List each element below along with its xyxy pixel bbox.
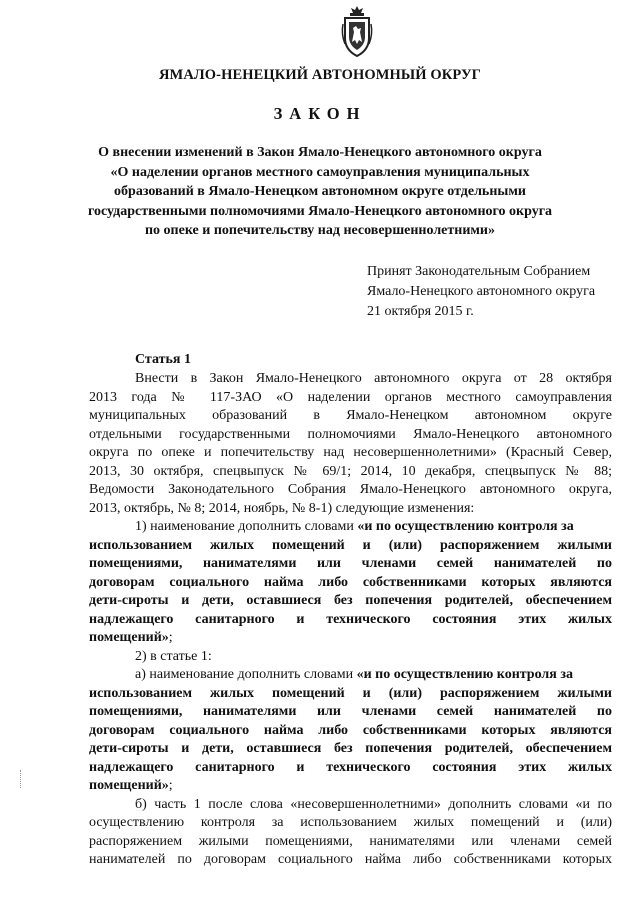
amendment-text: «и по осуществлению контроля за [357, 519, 574, 534]
amendment-line: надлежащего санитарного и технического состояния этих жилых [89, 611, 612, 627]
body-line: нанимателей по договорам социального найма либо собственниками которых [89, 852, 612, 867]
body-line: 2013, октябрь, № 8; 2014, ноябрь, № 8-1) следующие изменения: [89, 500, 475, 516]
adoption-line: Принят Законодательным Собранием [367, 264, 591, 279]
list-item-1 [89, 518, 612, 537]
article-heading: Статья 1 [135, 352, 191, 367]
amendment-line: помещениями, нанимателями или членами семей нанимателей по [89, 704, 612, 719]
body-line: отдельными государственными полномочиями Ямало-Ненецкого автономного [89, 426, 612, 442]
body-line: 2013 года № 117-ЗАО «О наделении органов местного самоуправления [89, 389, 612, 405]
amendment-line: договорам социального найма либо собственниками которых являются [89, 722, 612, 738]
amendment-text: помещений» [89, 630, 169, 645]
item-lead-text: а) наименование дополнить словами [135, 667, 357, 682]
item-lead-text: 1) наименование дополнить словами [135, 519, 358, 534]
adoption-date: 21 октября 2015 г. [367, 304, 474, 319]
sub-item-b: б) часть 1 после слова «несовершеннолетними» дополнить словами «и по [135, 796, 612, 812]
body-line: осуществлению контроля за использованием жилых помещений и (или) [89, 815, 612, 830]
law-title [70, 143, 570, 241]
amendment-line-end [89, 629, 612, 648]
amendment-line: дети-сироты и дети, оставшиеся без попечения родителей, обеспечением [89, 593, 612, 608]
body-line: муниципальных образований в Ямало-Ненецком автономном округе [89, 408, 612, 423]
item-tail: ; [168, 630, 173, 645]
article-body [89, 370, 612, 870]
amendment-line: помещениями, нанимателями или членами семей нанимателей по [89, 556, 612, 571]
amendment-text: помещений» [89, 778, 169, 793]
law-title-line: О внесении изменений в Закон Ямало-Ненецкого автономного округа [98, 145, 542, 160]
coat-of-arms-emblem [339, 4, 375, 58]
adoption-line: Ямало-Ненецкого автономного округа [367, 284, 596, 299]
body-line: Ведомости Законодательного Собрания Ямало-Ненецкого автономного округа, [89, 482, 612, 497]
amendment-line: договорам социального найма либо собственниками которых являются [89, 574, 612, 590]
law-title-line: «О наделении органов местного самоуправления муниципальных [110, 164, 530, 180]
adoption-note [367, 262, 595, 322]
body-line: округа по опеке и попечительству над несовершеннолетними» (Красный Север, [89, 445, 612, 460]
amendment-line: надлежащего санитарного и технического состояния этих жилых [89, 759, 612, 775]
law-title-line: образований в Ямало-Ненецком автономном округе отдельными [114, 184, 526, 199]
body-line: 2013, 30 октября, спецвыпуск № 69/1; 2014, 10 декабря, спецвыпуск № 88; [89, 463, 612, 479]
amendment-line: дети-сироты и дети, оставшиеся без попечения родителей, обеспечением [89, 741, 612, 756]
sub-item-a [89, 666, 612, 685]
amendment-line: использованием жилых помещений и (или) распоряжением жилыми [89, 685, 612, 701]
law-title-line: по опеке и попечительству над несовершеннолетними» [144, 223, 495, 238]
amendment-line-end [89, 777, 612, 796]
document-type-heading: ЗАКОН [273, 104, 367, 123]
amendment-line: использованием жилых помещений и (или) распоряжением жилыми [89, 537, 612, 553]
body-line: Внести в Закон Ямало-Ненецкого автономного округа от 28 октября [135, 371, 612, 386]
list-item-2: 2) в статье 1: [135, 648, 212, 664]
amendment-text: «и по осуществлению контроля за [356, 667, 573, 682]
law-title-line: государственными полномочиями Ямало-Ненецкого автономного округа [87, 203, 553, 219]
margin-mark [20, 770, 24, 788]
region-heading: ЯМАЛО-НЕНЕЦКИЙ АВТОНОМНЫЙ ОКРУГ [158, 67, 482, 83]
item-tail: ; [168, 778, 173, 793]
body-line: распоряжением жилыми помещениями, нанимателями или членами семей [89, 833, 612, 849]
